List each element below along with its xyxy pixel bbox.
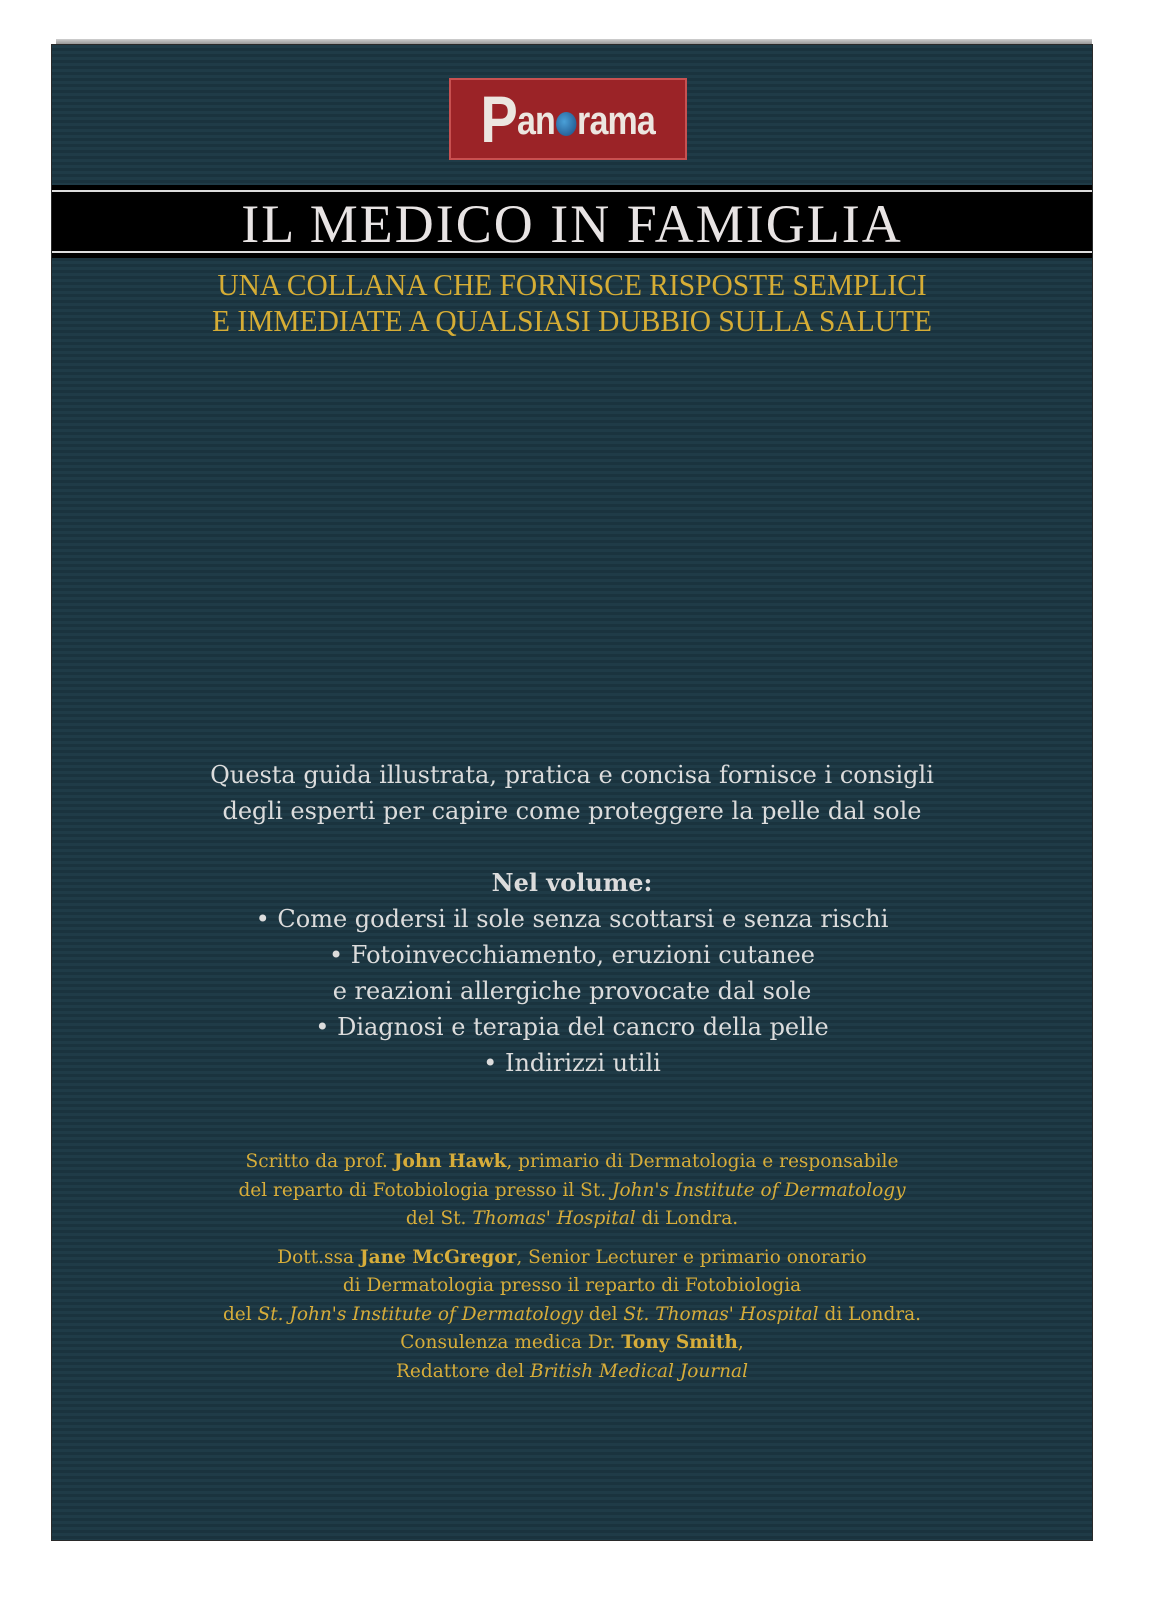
credit-line xyxy=(52,1148,1092,1177)
author-credits xyxy=(52,1148,1092,1386)
credit-line xyxy=(52,1358,1092,1387)
contents-heading: Nel volume: xyxy=(491,868,653,897)
credit-text: del xyxy=(222,1303,258,1325)
person-name: John Hawk xyxy=(393,1151,507,1172)
credit-text: St. xyxy=(440,1208,473,1229)
credit-text: di Londra. xyxy=(818,1303,922,1325)
panorama-logo xyxy=(449,78,687,160)
institution-name: British Medical Journal xyxy=(530,1360,749,1382)
credit-text: Redattore del xyxy=(395,1360,530,1382)
title-band xyxy=(52,185,1092,258)
subtitle-line: UNA COLLANA CHE FORNISCE RISPOSTE SEMPLICI xyxy=(217,267,927,302)
credit-text: del reparto di Fotobiologia presso il xyxy=(238,1179,581,1201)
credit-line xyxy=(52,1244,1092,1273)
credit-line xyxy=(52,1205,1092,1234)
series-title: IL MEDICO IN FAMIGLIA xyxy=(241,194,903,254)
credit-line xyxy=(52,1177,1092,1206)
credit-line xyxy=(52,1329,1092,1358)
credit-line xyxy=(52,1301,1092,1330)
globe-icon xyxy=(556,112,576,136)
credit-text: St. xyxy=(580,1179,613,1201)
band-rule-top xyxy=(52,190,1092,192)
book-back-cover xyxy=(52,45,1092,1540)
contents-item: • Diagnosi e terapia del cancro della pelle xyxy=(315,1013,829,1041)
institution-name: John's Institute of Dermatology xyxy=(612,1179,906,1201)
contents-section xyxy=(52,865,1092,1081)
description-line: degli esperti per capire come proteggere la pelle dal sole xyxy=(222,797,922,825)
credit-text: , xyxy=(737,1332,744,1353)
credit-text: Dott.ssa xyxy=(277,1246,360,1268)
contents-item: • Fotoinvecchiamento, eruzioni cutanee xyxy=(328,941,816,969)
description xyxy=(52,757,1092,829)
logo-text: Pan rama xyxy=(480,82,656,156)
contents-item: • Come godersi il sole senza scottarsi e senza rischi xyxy=(255,905,889,933)
person-name: Tony Smith xyxy=(621,1332,738,1353)
credit-text: Scritto da prof. xyxy=(245,1151,394,1172)
paragraph-gap xyxy=(52,1234,1092,1244)
credit-text: , primario di Dermatologia e responsabile xyxy=(506,1151,899,1172)
credit-text: , Senior Lecturer e primario onorario xyxy=(516,1246,867,1268)
credit-text: di Londra. xyxy=(635,1208,739,1229)
institution-name: St. Thomas' Hospital xyxy=(623,1303,819,1325)
institution-name: St. John's Institute of Dermatology xyxy=(257,1303,583,1325)
person-name: Jane McGregor xyxy=(359,1246,517,1268)
credit-text: del xyxy=(582,1303,624,1325)
institution-name: Thomas' Hospital xyxy=(472,1208,636,1229)
credit-text: di Dermatologia presso il reparto di Fotobiologia xyxy=(342,1275,802,1296)
subtitle-line: E IMMEDIATE A QUALSIASI DUBBIO SULLA SALUTE xyxy=(212,303,932,338)
description-line: Questa guida illustrata, pratica e concisa fornisce i consigli xyxy=(210,761,934,789)
contents-item: e reazioni allergiche provocate dal sole xyxy=(332,977,812,1005)
contents-item: • Indirizzi utili xyxy=(483,1049,661,1077)
credit-text: Consulenza medica Dr. xyxy=(400,1332,622,1353)
credit-line xyxy=(52,1272,1092,1301)
credit-text: del xyxy=(405,1208,441,1229)
